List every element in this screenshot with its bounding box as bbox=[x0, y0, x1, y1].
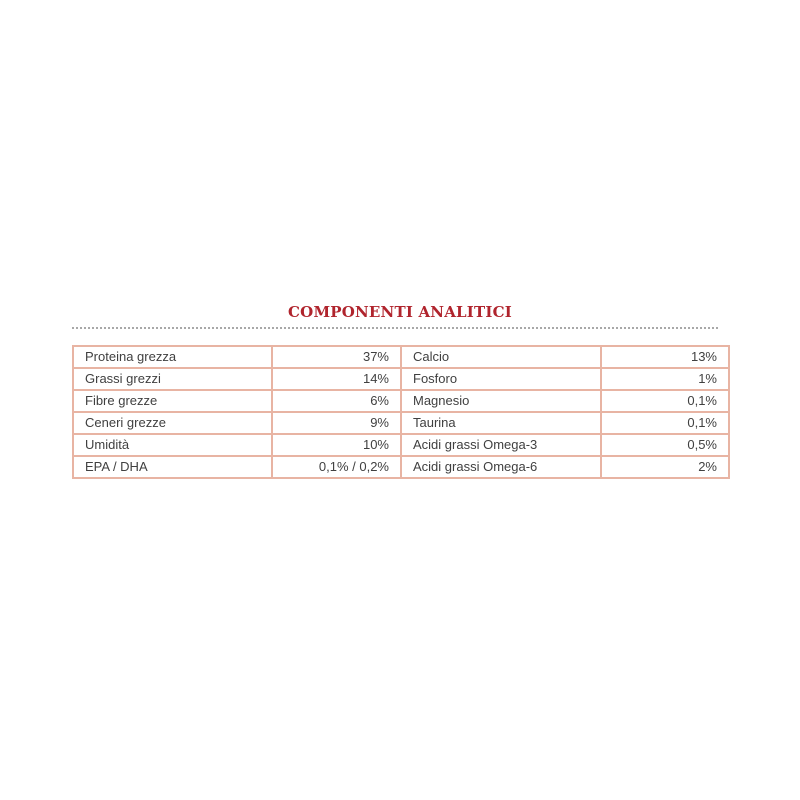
analytical-components-table bbox=[72, 345, 730, 479]
nutrient-value: 0,1% / 0,2% bbox=[272, 456, 401, 478]
table-row bbox=[73, 456, 729, 478]
nutrient-label: Ceneri grezze bbox=[73, 412, 272, 434]
nutrient-value: 6% bbox=[272, 390, 401, 412]
dotted-divider bbox=[72, 327, 718, 329]
nutrient-value: 2% bbox=[601, 456, 729, 478]
nutrient-value: 0,1% bbox=[601, 412, 729, 434]
table-row bbox=[73, 390, 729, 412]
nutrient-label: Taurina bbox=[401, 412, 601, 434]
nutrient-value: 14% bbox=[272, 368, 401, 390]
table-row bbox=[73, 434, 729, 456]
nutrient-label: Grassi grezzi bbox=[73, 368, 272, 390]
nutrient-value: 1% bbox=[601, 368, 729, 390]
nutrient-label: Acidi grassi Omega-6 bbox=[401, 456, 601, 478]
nutrient-value: 37% bbox=[272, 346, 401, 368]
nutrient-value: 0,5% bbox=[601, 434, 729, 456]
table-row bbox=[73, 368, 729, 390]
nutrient-label: EPA / DHA bbox=[73, 456, 272, 478]
nutrient-value: 13% bbox=[601, 346, 729, 368]
nutrient-value: 0,1% bbox=[601, 390, 729, 412]
nutrient-value: 9% bbox=[272, 412, 401, 434]
nutrient-value: 10% bbox=[272, 434, 401, 456]
nutrient-label: Magnesio bbox=[401, 390, 601, 412]
nutrient-label: Calcio bbox=[401, 346, 601, 368]
table-row bbox=[73, 346, 729, 368]
nutrient-label: Proteina grezza bbox=[73, 346, 272, 368]
section-title: COMPONENTI ANALITICI bbox=[288, 303, 512, 321]
nutrient-label: Acidi grassi Omega-3 bbox=[401, 434, 601, 456]
nutrient-label: Umidità bbox=[73, 434, 272, 456]
nutrient-label: Fibre grezze bbox=[73, 390, 272, 412]
nutrient-label: Fosforo bbox=[401, 368, 601, 390]
table-row bbox=[73, 412, 729, 434]
